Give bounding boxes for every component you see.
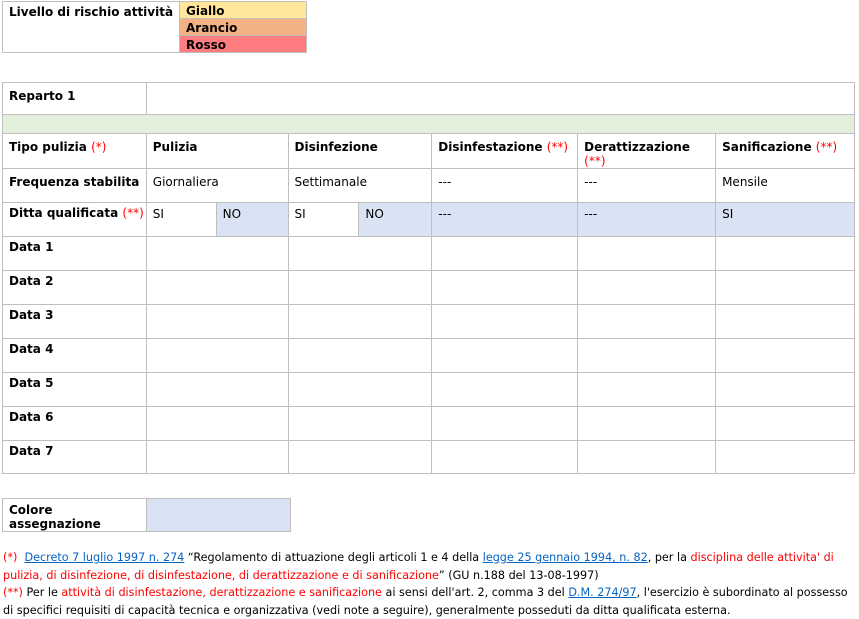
cleaning-schedule-table [2, 82, 855, 474]
date-row [3, 373, 855, 407]
date-cell[interactable] [716, 407, 855, 441]
decreto-link[interactable]: Decreto 7 luglio 1997 n. 274 [24, 551, 185, 564]
ditta-derattizzazione[interactable]: --- [578, 203, 716, 237]
date-row [3, 339, 855, 373]
date-cell[interactable] [432, 271, 578, 305]
date-label: Data 3 [3, 305, 147, 339]
ditta-disinfezione-si[interactable]: SI [288, 203, 359, 237]
date-cell[interactable] [432, 237, 578, 271]
date-label: Data 2 [3, 271, 147, 305]
color-assignment-label: Colore assegnazione [3, 499, 147, 532]
date-cell[interactable] [716, 339, 855, 373]
reparto-row [3, 83, 855, 115]
footnote-2: (**) Per le attività di disinfestazione, derattizzazione e sanificazione ai sensi dell'art. 2, comma 3 del D.M. 274/97, l'esercizio è subordinato al possesso di specifici requisiti di capacità tecnica e organizzativa (vedi note a seguire), generalmente posseduti da ditta qualificata esterna. [3, 586, 848, 617]
date-cell[interactable] [716, 441, 855, 474]
dm-link[interactable]: D.M. 274/97 [568, 586, 637, 599]
date-row [3, 305, 855, 339]
date-cell[interactable] [578, 407, 716, 441]
reparto-value[interactable] [146, 83, 854, 115]
frequenza-label: Frequenza stabilita [3, 169, 147, 203]
risk-level-orange: Arancio [180, 19, 307, 36]
date-cell[interactable] [288, 339, 432, 373]
risk-legend [2, 1, 307, 53]
date-cell[interactable] [578, 237, 716, 271]
date-cell[interactable] [146, 339, 288, 373]
date-cell[interactable] [578, 271, 716, 305]
frequenza-pulizia[interactable]: Giornaliera [146, 169, 288, 203]
date-label: Data 6 [3, 407, 147, 441]
ditta-disinfezione-no[interactable]: NO [359, 203, 432, 237]
date-cell[interactable] [288, 407, 432, 441]
frequenza-derattizzazione[interactable]: --- [578, 169, 716, 203]
date-cell[interactable] [432, 339, 578, 373]
date-cell[interactable] [146, 305, 288, 339]
separator-band [3, 115, 855, 134]
risk-legend-label: Livello di rischio attività [3, 2, 180, 53]
frequenza-row [3, 169, 855, 203]
date-cell[interactable] [146, 271, 288, 305]
separator-row [3, 115, 855, 134]
date-cell[interactable] [716, 373, 855, 407]
ditta-row [3, 203, 855, 237]
tipo-label: Tipo pulizia (*) [3, 134, 147, 169]
date-cell[interactable] [288, 441, 432, 474]
date-label: Data 5 [3, 373, 147, 407]
ditta-disinfestazione[interactable]: --- [432, 203, 578, 237]
date-cell[interactable] [146, 441, 288, 474]
type-sanificazione: Sanificazione (**) [716, 134, 855, 169]
date-cell[interactable] [146, 237, 288, 271]
legge-link[interactable]: legge 25 gennaio 1994, n. 82 [482, 551, 648, 564]
ditta-label: Ditta qualificata (**) [3, 203, 147, 237]
date-cell[interactable] [578, 305, 716, 339]
date-cell[interactable] [578, 373, 716, 407]
date-row [3, 407, 855, 441]
date-cell[interactable] [716, 305, 855, 339]
footnote-1: (*) Decreto 7 luglio 1997 n. 274 “Regolamento di attuazione degli articoli 1 e 4 della legge 25 gennaio 1994, n. 82, per la disciplina delle attivita' di pulizia, di disinfezione, di disinfestazione, di derattizzazione e di sanificazione” (GU n.188 del 13-08-1997) [3, 551, 834, 582]
risk-level-red: Rosso [180, 36, 307, 53]
reparto-label: Reparto 1 [3, 83, 147, 115]
type-derattizzazione: Derattizzazione (**) [578, 134, 716, 169]
date-cell[interactable] [288, 305, 432, 339]
date-row [3, 237, 855, 271]
date-cell[interactable] [716, 237, 855, 271]
ditta-pulizia-no[interactable]: NO [216, 203, 288, 237]
date-cell[interactable] [288, 271, 432, 305]
ditta-pulizia-si[interactable]: SI [146, 203, 216, 237]
ditta-sanificazione[interactable]: SI [716, 203, 855, 237]
date-cell[interactable] [578, 339, 716, 373]
date-cell[interactable] [288, 373, 432, 407]
date-cell[interactable] [432, 305, 578, 339]
date-label: Data 4 [3, 339, 147, 373]
type-pulizia: Pulizia [146, 134, 288, 169]
date-cell[interactable] [432, 441, 578, 474]
frequenza-disinfezione[interactable]: Settimanale [288, 169, 432, 203]
footnotes [3, 549, 853, 619]
tipo-row [3, 134, 855, 169]
type-disinfestazione: Disinfestazione (**) [432, 134, 578, 169]
date-row [3, 271, 855, 305]
color-assignment-value[interactable] [147, 499, 291, 532]
color-assignment-table [2, 498, 291, 532]
date-cell[interactable] [288, 237, 432, 271]
date-label: Data 7 [3, 441, 147, 474]
date-cell[interactable] [432, 407, 578, 441]
date-row [3, 441, 855, 474]
type-disinfezione: Disinfezione [288, 134, 432, 169]
date-cell[interactable] [146, 407, 288, 441]
date-cell[interactable] [578, 441, 716, 474]
frequenza-disinfestazione[interactable]: --- [432, 169, 578, 203]
date-cell[interactable] [146, 373, 288, 407]
frequenza-sanificazione[interactable]: Mensile [716, 169, 855, 203]
risk-level-yellow: Giallo [180, 2, 307, 19]
date-cell[interactable] [716, 271, 855, 305]
date-label: Data 1 [3, 237, 147, 271]
date-cell[interactable] [432, 373, 578, 407]
